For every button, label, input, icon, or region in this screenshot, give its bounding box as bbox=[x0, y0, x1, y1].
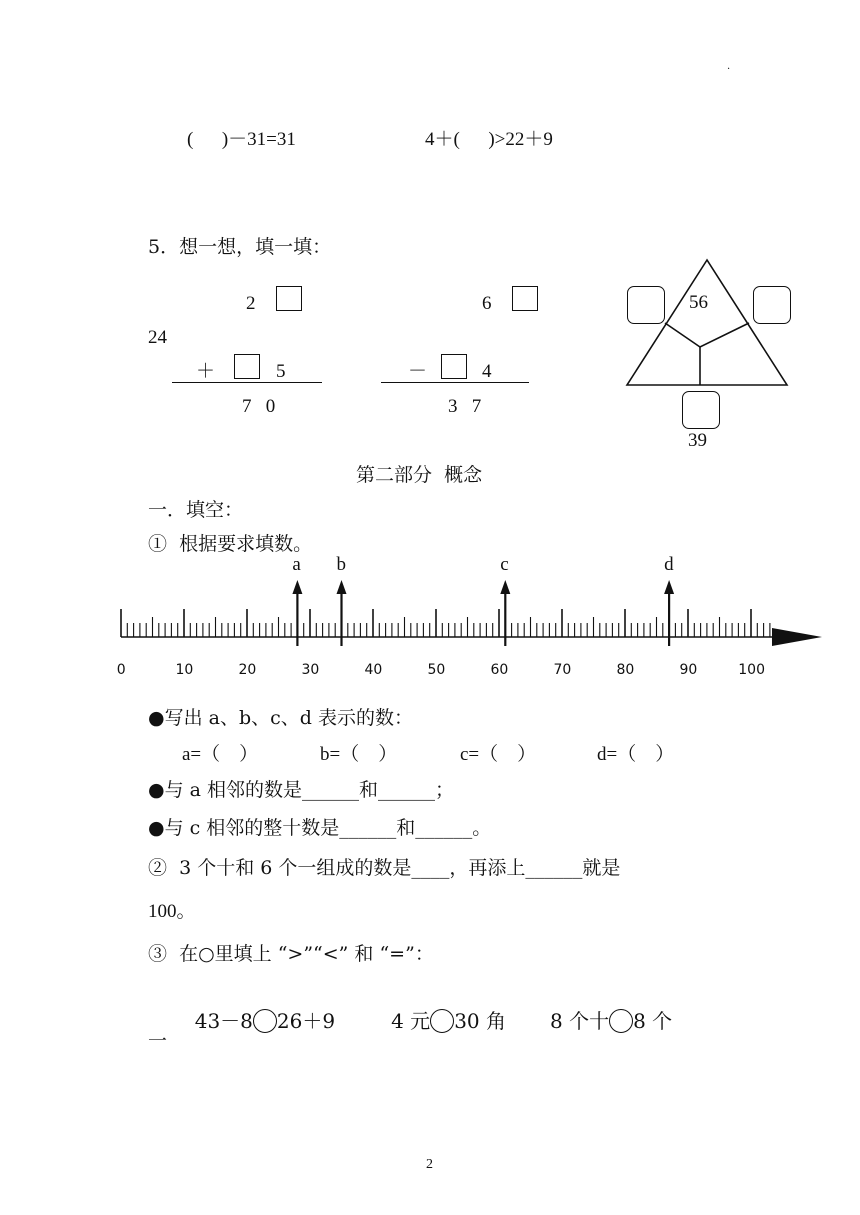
header-mark: . bbox=[727, 61, 731, 72]
compare1-left: 43－8 bbox=[194, 1009, 253, 1033]
compare3-right: 8 个 bbox=[633, 1009, 673, 1033]
subtraction-operator: － bbox=[408, 361, 428, 382]
compare3-continuation: 一 bbox=[148, 1030, 168, 1052]
arrow-label-c: c bbox=[500, 554, 509, 575]
page-number: 2 bbox=[426, 1157, 433, 1172]
tick-label: 90 bbox=[679, 662, 698, 678]
bullet-write-values: ●写出 a、b、c、d 表示的数： bbox=[148, 707, 413, 729]
arrow-a-head bbox=[292, 580, 302, 594]
equation-4-plus-blank: 4＋( )>22＋9 bbox=[425, 129, 553, 150]
tick-label: 60 bbox=[490, 662, 509, 678]
triangle-top-number: 56 bbox=[689, 292, 708, 313]
subtraction-result: 3 7 bbox=[448, 396, 482, 417]
subtraction-row1-digit: 6 bbox=[482, 293, 492, 314]
arrow-label-b: b bbox=[336, 554, 346, 575]
tick-label: 50 bbox=[427, 662, 446, 678]
compare2-circle[interactable] bbox=[430, 1009, 454, 1033]
section-fill-blank-title: 一．填空： bbox=[148, 499, 244, 521]
part2-heading: 第二部分 概念 bbox=[356, 464, 483, 486]
arrow-b-head bbox=[337, 580, 347, 594]
tick-label: 70 bbox=[553, 662, 572, 678]
arrow-label-a: a bbox=[292, 554, 301, 575]
compare3-circle[interactable] bbox=[609, 1009, 633, 1033]
tick-label: 20 bbox=[238, 662, 257, 678]
compare3-left: 8 个十 bbox=[550, 1009, 610, 1033]
compare2-left: 4 元 bbox=[391, 1009, 431, 1033]
item2-line1: ② 3 个十和 6 个一组成的数是____，再添上______就是 bbox=[148, 857, 621, 879]
answer-a[interactable]: a=（ ） bbox=[182, 744, 259, 765]
item2-line2: 100。 bbox=[148, 901, 196, 922]
arrow-label-d: d bbox=[664, 554, 674, 575]
tick-label: 10 bbox=[175, 662, 194, 678]
tick-label: 100 bbox=[738, 662, 765, 678]
subtraction-row2-digit: 4 bbox=[482, 361, 492, 382]
item1-instruction: ① 根据要求填数。 bbox=[148, 533, 313, 555]
bullet-neighbors-of-a: ●与 a 相邻的数是______和______； bbox=[148, 779, 454, 801]
addition-result: 7 0 bbox=[242, 396, 276, 417]
equation-blank-minus-31: ( )－31=31 bbox=[187, 129, 296, 150]
item3-instruction: ③ 在○里填上 “>”“<” 和 “=”： bbox=[148, 943, 434, 965]
bullet-tens-near-c: ●与 c 相邻的整十数是______和______。 bbox=[148, 817, 492, 839]
compare1-circle[interactable] bbox=[253, 1009, 277, 1033]
answer-c[interactable]: c=（ ） bbox=[460, 744, 537, 765]
tick-label: 40 bbox=[364, 662, 383, 678]
addition-row1-digit: 2 bbox=[246, 293, 256, 314]
stray-number-24: 24 bbox=[148, 327, 167, 348]
compare-row bbox=[182, 989, 672, 1033]
triangle-bottom-number: 39 bbox=[688, 430, 707, 451]
compare2-right: 30 角 bbox=[454, 1009, 506, 1033]
question-5-title: 5．想一想，填一填： bbox=[148, 236, 332, 258]
tick-label: 30 bbox=[301, 662, 320, 678]
answer-d[interactable]: d=（ ） bbox=[597, 744, 675, 765]
arrow-d-head bbox=[664, 580, 674, 594]
tick-label: 0 bbox=[116, 662, 126, 678]
addition-operator: ＋ bbox=[196, 361, 216, 382]
answer-b[interactable]: b=（ ） bbox=[320, 744, 398, 765]
number-line-arrowhead bbox=[772, 628, 822, 646]
compare1-right: 26＋9 bbox=[276, 1009, 336, 1033]
addition-row2-digit: 5 bbox=[276, 361, 286, 382]
tick-label: 80 bbox=[616, 662, 635, 678]
arrow-c-head bbox=[500, 580, 510, 594]
